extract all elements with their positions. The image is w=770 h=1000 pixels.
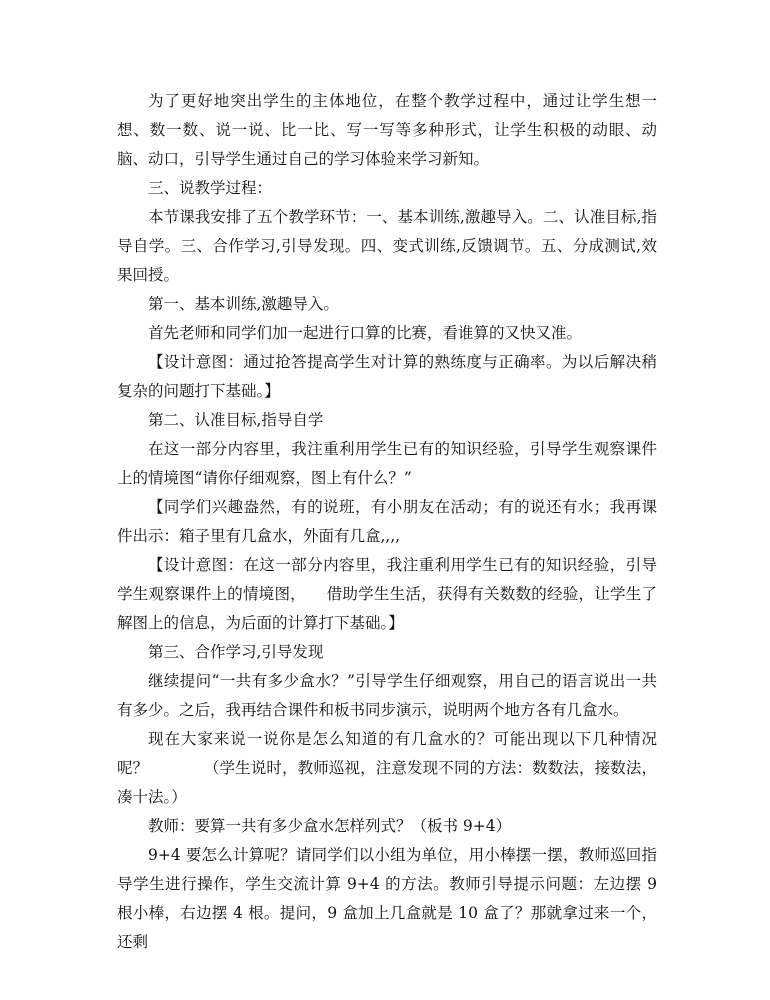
design-intent-2: 【设计意图：在这一部分内容里，我注重利用学生已有的知识经验，引导学生观察课件上的情境图， 借助学生生活，获得有关数数的经验，让学生了解图上的信息，为后面的计算打下基础。】 [117,556,657,632]
paragraph-overview: 本节课我安排了五个教学环节：一、基本训练,激趣导入。二、认准目标,指导自学。三、合作学习,引导发现。四、变式训练,反馈调节。五、分成测试,效果回授。 [117,208,657,284]
step-heading-3: 第三、合作学习,引导发现 [148,643,324,661]
paragraph-methods: 现在大家来说一说你是怎么知道的有几盒水的？可能出现以下几种情况呢？ （学生说时，教师巡视，注意发现不同的方法：数数法，接数法，凑十法。） [117,730,657,806]
paragraph-teacher-question: 教师：要算一共有多少盒水怎样列式？（板书 9+4） [148,817,512,835]
document-body [117,87,662,957]
paragraph-intro: 为了更好地突出学生的主体地位，在整个教学过程中，通过让学生想一想、数一数、说一说、比一比、写一写等多种形式，让学生积极的动眼、动脑、动口，引导学生通过自己的学习体验来学习新知。 [117,92,657,168]
step-heading-1: 第一、基本训练,激趣导入。 [148,295,339,313]
paragraph-student-response: 【同学们兴趣盎然，有的说班，有小朋友在活动；有的说还有水；我再课件出示：箱子里有几盒水，外面有几盒,,,, [117,498,657,545]
step-heading-2: 第二、认准目标,指导自学 [148,411,324,429]
section-heading-process: 三、说教学过程： [148,179,273,197]
design-intent-1: 【设计意图：通过抢答提高学生对计算的熟练度与正确率。为以后解决稍复杂的问题打下基础。】 [117,353,657,400]
paragraph-step-2: 在这一部分内容里，我注重利用学生已有的知识经验，引导学生观察课件上的情境图“请你仔细观察，图上有什么？” [117,440,657,487]
paragraph-calculation: 9+4 要怎么计算呢？请同学们以小组为单位，用小棒摆一摆，教师巡回指导学生进行操作，学生交流计算 9+4 的方法。教师引导提示问题：左边摆 9 根小棒，右边摆 4 根。提问，9 盒加上几盒就是 10 盒了？那就拿过来一个，还剩 [117,846,662,951]
paragraph-step-1: 首先老师和同学们加一起进行口算的比赛，看谁算的又快又准。 [148,324,583,342]
paragraph-step-3: 继续提问“一共有多少盒水？”引导学生仔细观察，用自己的语言说出一共有多少。之后，我再结合课件和板书同步演示，说明两个地方各有几盒水。 [117,672,657,719]
